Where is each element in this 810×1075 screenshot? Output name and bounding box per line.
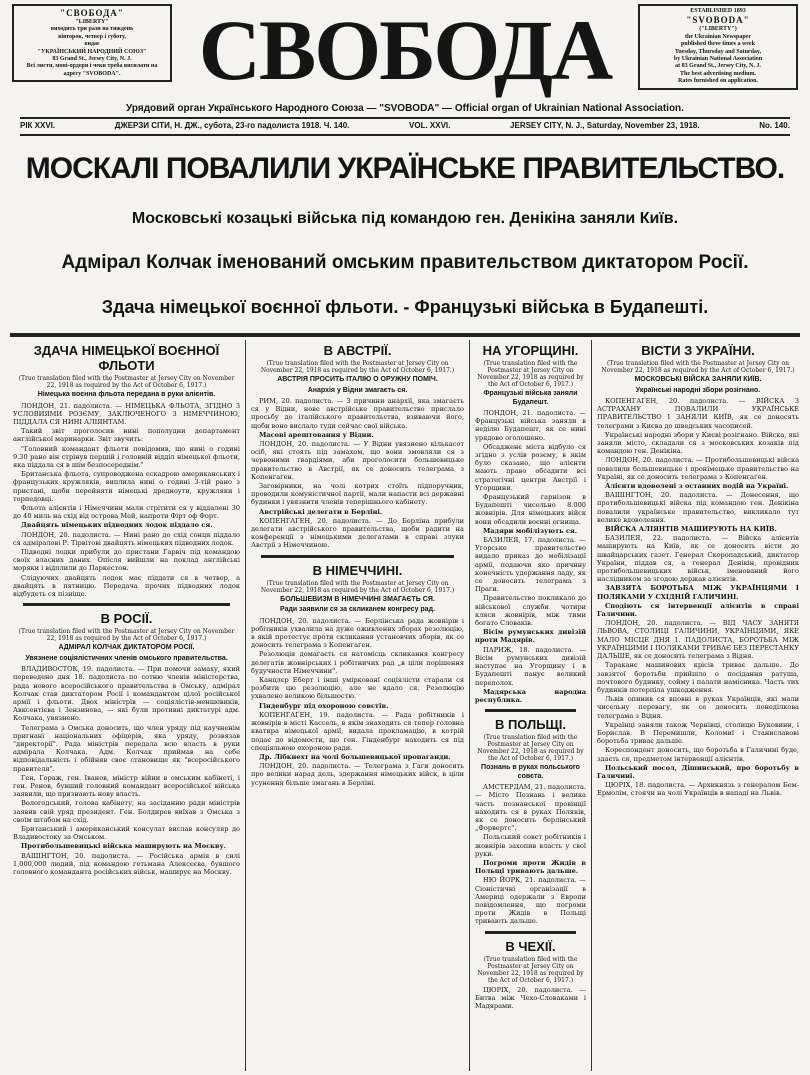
article-paragraph: Резолюція домагаєть ся натомісць скликання конгресу делегатів жовнірських і робітничих рад „в ціли порішення будучности Німеччини".: [251, 650, 464, 675]
article-paragraph: ВЛАДИВОСТОК, 19. падолиста. — При помочи замаху, який переведено дня 18. падолиста по сотню членів міністерства, рада нового всеросійського правительства в Омську, адмірал Колчак став диктатором Росії і командантом цілої російської армії і фльоти. Двох міністрів — соціялістів-меншевиків, Авксентієва і Зензинова, — які були противні диктатурі адм. Колчака, увязнено.: [13, 665, 240, 723]
date-uk: ДЖЕРЗИ СІТИ, Н. ДЖ., субота, 23-го падолиста 1918. Ч. 140.: [114, 121, 350, 130]
article-paragraph: БАЗИЛЕЯ, 22. падолиста. — Війска алієнтів маширують на Київ, як се доносять вісти до швайцарських газет. Генерал Скоропадський, диктатор України, піддав ся, а генерал Денікін, провідник протибольшевицьких військ, іменований його наслідником за згодою держав алієнтів.: [597, 534, 799, 584]
article-subheading: Ради заявили ся за скликанем конгресу рад.: [280, 606, 435, 614]
article-title: В ПОЛЬЩІ.: [494, 717, 567, 733]
box-line: вівторок, четвер і суботу,: [58, 33, 126, 40]
article-paragraph: Масові арештовання у Відни.: [259, 430, 374, 439]
translation-note: (True translation filed with the Postmaster at Jersey City on November 22, 1918 as required by the Act of October 6, 1917.): [18, 375, 235, 389]
article-paragraph: ЛОНДОН, 20. падолиста. — ВІД ЧАСУ ЗАНЯТЯ ЛЬВОВА, СТОЛИЦІ ГАЛИЧИНИ, УКРАЇНЦЯМИ, ЯКЕ МАЛО МІСЦЕ ДНЯ 1. ПАДОЛИСТА, БОРОТЬБА МІЖ УКРАЇНЦЯМИ І ПОЛЯКАМИ ТРИВАЄ БЕЗ ПЕРЕСТАНКУ ДАЛЬШЕ, як се доносить телеграма з Відня.: [597, 619, 800, 661]
box-line: by Ukrainian National Association: [673, 56, 763, 63]
article-paragraph: "Головний командант фльоти повідомив, що нині о годині 9.30 рано він стрінув першій і головній відділ німецької фльоти, яка піддала ся в шім безпосереднім.": [13, 444, 240, 469]
box-line: the Ukrainian Newspaper: [684, 33, 751, 40]
article-paragraph: Ген. Гораж, ген. Іванов, міністр війни в омським кабінеті, і ген. Ренов, бувший головний командант всеросійської війська заявили, що признають нову власть.: [13, 773, 240, 799]
dateline: [20, 121, 790, 131]
article-title: ЗДАЧА НІМЕЦЬКОЇ ВОЄННОЇ ФЛЬОТИ: [33, 343, 220, 373]
article: [251, 343, 464, 550]
article: [475, 343, 586, 704]
box-line: "SVOBODA": [686, 15, 750, 26]
section-separator: [485, 709, 576, 712]
column-2: [246, 340, 469, 788]
article-paragraph: Українські народні збори у Києві розігнано. Війска, які заняли місто, складали ся з московських козаків під командою ген. Денікіна.: [597, 430, 799, 456]
article-paragraph: Слідуючих двайцять лодок має піддати ся в четвер, а двайцять в пятницю. Передача прочих підводних лодок відбудеть ся пізніще.: [13, 573, 240, 598]
section-separator: [485, 931, 576, 934]
column-1: [8, 340, 245, 877]
article-paragraph: ЛОНДОН, 20. падолиста. — Телеграма з Гаги доносить про велики нарад дель, здержання німецьких війск, в ціли усунення більше змагань в Берліні.: [251, 762, 464, 787]
headline-4: Здача німецької воєнної фльоти. - Французькі війська в Будапешті.: [101, 297, 709, 318]
article-paragraph: ВІЙСКА АЛІЯНТІВ МАШИРУЮТЬ НА КИЇВ.: [605, 525, 777, 534]
article-paragraph: ПАРИЖ, 18. падолиста. — Вісім румунських дивізій наступає на Угорщину і в Будапешті панує великий переполох.: [475, 645, 586, 687]
section-separator: [261, 555, 454, 558]
article-title: ВІСТИ З УКРАЇНИ.: [641, 343, 755, 358]
article-paragraph: БАЗИЛЕЯ, 17. падолиста. — Угорське правительство видало приказ до мобілізації армії, подаючи яко причину конечність удержання ладу, як се доносить телеграма з Праги.: [475, 536, 586, 594]
article-subheading: Познань в руках польського совєта.: [481, 764, 580, 780]
article-paragraph: ЛОНДОН, 20. падолиста. — Берлінська рада жовнірів і робітників ухвалила на дуже оживлених зборах резолюцію, в якій протестує проти скликання установчих зборів, як се доносить телеграма з Копенгаґен.: [251, 616, 464, 650]
rule: [10, 333, 800, 337]
article-paragraph: Британський і американський консулат вислав консуляр до Владивостоку за Омськом.: [13, 825, 240, 842]
article-paragraph: НЮ ЙОРК, 21. падолиста. — Сіоністичні організації в Америці одержали з Европи повідомлення, що погроми проти Жидів в Польщі тривають дальше.: [475, 876, 586, 926]
article-paragraph: Мадяри мобілізують ся.: [483, 526, 578, 535]
box-line: Всі листи, моні-ордери і чеки треба висилати на адресу "SVOBODA".: [26, 63, 158, 77]
article-paragraph: Кореспондент доносить, що боротьба в Галичині буде, здаєть ся, предметом інтервенції алієнтів.: [597, 746, 799, 763]
article-paragraph: Вісім румунських дивізій проти Мадярів.: [475, 628, 586, 645]
article-paragraph: ЛОНДОН, 21. падолиста. — НІМЕЦЬКА ФЛЬОТА, ЗГІДНО З УСЛОВИЯМИ РОЗЄМУ, ЗАКЛЮЧЕНОГО З НІМЕЧЧИНОЮ, ПІДДАЛА СЯ НИНІ АЛІЯНТАМ.: [13, 401, 240, 426]
date-en: JERSEY CITY, N. J., Saturday, November 23, 1918.: [510, 121, 700, 130]
box-line: Tuesday, Thursday and Saturday,: [674, 48, 762, 55]
translation-note: (True translation filed with the Postmaster at Jersey City on November 22, 1918 as required by the Act of October 6, 1917.): [18, 628, 235, 643]
column-3: [470, 340, 591, 1011]
article-paragraph: Правительство покликало до військової служби чотири кляси жовнірів, між тими богато Словаків.: [475, 594, 586, 628]
article-subheading: БОЛЬШЕВИЗМ В НІМЕЧЧИНІ ЗМАГАЄТЬ СЯ.: [280, 595, 435, 603]
article: [13, 611, 240, 876]
article-paragraph: Вологодський, голова кабінету, на засіданню ради міністрів заявив свій уряд президент. Ген. Болдирев виїхав з Омська з своїм штабом на схід.: [13, 799, 240, 824]
article-paragraph: ЛОНДОН, 21. падолиста. — Французькі війська заняли в неділю Будапешт, як се нині урядово оголошено.: [475, 409, 586, 442]
headline-block: [10, 140, 800, 330]
article-paragraph: Українці заняли також Чернівці, столицю Буковини, і Борислав. В Перемишли, Коломиї і Станиславові боротьба триває дальше.: [597, 720, 799, 746]
translation-note: (True translation filed with the Postmaster at Jersey City on November 22, 1918 as required by the Act of October 6, 1917.): [601, 360, 795, 374]
article-paragraph: КОПЕНГАҐЕН, 19. падолиста. — Рада робітників і жовнірів в місті Кассель, в якім знаходить ся тепер головна кватира німецької армії, видала прокламацію, в котрій подає до відомости, що ген. Гінденбург находить ся під спеціяльною охороною ради.: [251, 710, 464, 752]
box-line: видає: [84, 41, 100, 48]
article-paragraph: Др. Лібкнехт на чолі большевицької пропаганди.: [259, 752, 451, 761]
article-paragraph: ЛОНДОН, 20. падолиста. — У Відни увязнено кількасот осіб, які стоять під замахом, що вони змовляли ся з червоними гвардіями, аби проголосити большевицьке правительство в Австрії, як се доносить телеграма з Копенгаґен.: [251, 440, 464, 481]
article-paragraph: ЦЮРІХ, 20. падолиста. — Битва між Чехо-Словаками і Мадярами.: [475, 985, 586, 1010]
article: [251, 563, 464, 787]
article-subheading: Французькі війська заняли Будапешт.: [483, 390, 578, 406]
article-paragraph: Підводні лодки прибули до пристани Гарвіч під командою своїх власних даних. Опісля вийшли на поклад англійські моряки і відплили до Паркестон.: [13, 547, 240, 573]
box-line: at 83 Grand St., Jersey City, N. J.: [675, 63, 761, 70]
article-paragraph: ЛОНДОН, 20. падолиста. — Нині рано до схід сонця піддало ся адміралові Р. Тірвітові двайцять німецьких підводних лодок.: [13, 530, 240, 547]
article-paragraph: РИМ, 20. падолиста. — З причини анархії, яка змагаєть ся у Відни, нове австрійське правительство прислало просьбу до італійського правительства, взиваючи його, щоби воно вислало туди сейчас свої війська.: [251, 397, 464, 430]
article-paragraph: КОПЕНГАҐЕН, 20. падолиста. — ВІЙСКА З АСТРАХАНУ ПОВАЛИЛИ УКРАЇНСЬКЕ ПРАВИТЕЛЬСТВО І ЗАНЯЛИ КИЇВ, як се доносять телеграми з Києва до шведських часописей.: [597, 397, 799, 430]
article-paragraph: Мадярська народна республика.: [475, 687, 586, 704]
box-line: ESTABLISHED 1893: [690, 8, 746, 14]
rule: [20, 134, 790, 136]
issue-number: No. 140.: [759, 121, 790, 130]
headline-3: Адмірал Колчак іменований омським правительством диктатором Росії.: [61, 251, 749, 273]
article-paragraph: Польський посол, Дішинський, про боротьбу в Галичині.: [597, 763, 799, 780]
article-paragraph: Гінденбург під охороною совєтів.: [259, 701, 389, 710]
article-title: В ЧЕХІЇ.: [505, 938, 556, 954]
article-subheading: Німецька воєнна фльота передана в руки алієнтів.: [37, 391, 216, 398]
article-paragraph: Погроми проти Жидів в Польщі тривають дальше.: [475, 858, 586, 876]
article-paragraph: Львів опинив ся вповні в руках Українців, які мали чисельну перевагу, як се доносить понеділкова телеграма з Відня.: [597, 695, 799, 720]
article-title: НА УГОРЩИНІ.: [482, 343, 579, 358]
box-line: виходить три рази на тиждень: [50, 26, 134, 33]
article-paragraph: Сподіють ся інтервенції алієнтів в справі Галичини.: [597, 601, 799, 619]
article-paragraph: ЦЮРІХ, 18. падолиста. — Архикнязь з генералом Бем-Ермолім, стоячи на чолі Українців в нападі на Львів.: [597, 781, 799, 798]
article-paragraph: Британська фльота, супроводжена ескадрою американських і французьких кружляків, виплила нині о годині 3-тій рано з пристані, щоби перейняти німецькі дредноути, кружляки і торпедовці.: [13, 470, 240, 503]
translation-note: (True translation filed with the Postmaster at Jersey City on November 22, 1918 as required by the Act of October 6, 1917.): [260, 360, 455, 374]
article-paragraph: Двайцять німецьких підводних лодок піддало ся.: [21, 521, 213, 530]
year-uk: РІК XXVI.: [20, 121, 56, 130]
article-paragraph: Польський совєт робітників і жовнірів захопив власть у свої руки.: [475, 833, 586, 858]
right-info-box: [638, 4, 798, 90]
article-title: В РОСІЇ.: [100, 611, 153, 627]
box-line: published three times a week: [681, 41, 755, 48]
masthead-title: СВОБОДА: [198, 2, 612, 98]
article: [475, 939, 586, 1011]
article-paragraph: Телеграма з Омська доносить, що член уряду під каучненім пригнані національних офіцерів, яка уряду, розвязав "директорії". Рада міністрів передала всю власть в руки адмірала Колчака. Адм. Колчак приймав на себе відповідальність і обійняв своє становище як "всеросійського правителя".: [13, 723, 240, 773]
box-line: "УКРАЇНСЬКИЙ НАРОДНИЙ СОЮЗ": [37, 48, 147, 55]
article: [597, 343, 799, 798]
article-paragraph: Такий звіт проголосив нині пополудни департамент англійської маринарки. Звіт звучить:: [13, 427, 240, 444]
box-line: ("LIBERTY"): [699, 26, 737, 33]
article-paragraph: Протибольшевицькі війська маширують на Москву.: [21, 842, 226, 851]
official-organ-line: Урядовий орган Українського Народного Союза — "SVOBODA" — Official organ of Ukrainian National Association.: [126, 103, 684, 114]
translation-note: (True translation filed with the Postmaster at Jersey City on November 22, 1918 as required by the Act of October 6, 1917.): [477, 360, 584, 388]
article-paragraph: Обсадженє міста відбуло ся згідно з услів розєму, в якім було сказано, що алієнти мають право обсадити всі стратегічні центри Австрії і Угорщини.: [475, 442, 586, 492]
article: [475, 717, 586, 925]
article-paragraph: АМСТЕРДАМ, 21. падолиста. — Місто Познань і велика часть познанської провінції находить ся в руках Поляків, як се доносить берлінський „Форвертс".: [475, 783, 586, 833]
article-subheading: МОСКОВСЬКІ ВІЙСКА ЗАНЯЛИ КИЇВ.: [634, 376, 762, 383]
article-subheading: АВСТРІЯ ПРОСИТЬ ІТАЛІЮ О ОРУЖНУ ПОМІЧ.: [277, 376, 438, 383]
article-paragraph: ЗАВЗЯТА БОРОТЬБА МІЖ УКРАЇНЦЯМИ І ПОЛЯКАМИ У СХІДНІЙ ГАЛИЧИНІ.: [597, 584, 799, 601]
translation-note: (True translation filed with the Postmaster at Jersey City on November 22, 1918 as required by the Act of October 6, 1917.): [477, 955, 584, 984]
article-paragraph: КОПЕНГАҐЕН, 20. падолиста. — До Берліна прибули делегати австрійського правительства, щоби радити на конференції з німецькими делегатами в справі злуки Австрії з Німеччиною.: [251, 516, 464, 550]
article-subheading: Увязнене соціялістичних членів омського правительства.: [25, 654, 228, 662]
article-paragraph: Канцлєр Еберт і інші уміркованї соціялісти старали ся розбити цю резолюцію, але не вдало ся. Резолюцію ухвалено великою більшостю.: [251, 676, 464, 701]
article-paragraph: ВАШІНГТОН, 20. падолиста. — Донесення, що протибольшевицькі війска під командою ген. Денікіна повалили українське правительство, викликало тут велике вдоволення.: [597, 491, 799, 524]
box-line: Rates furnished on application.: [677, 78, 758, 85]
rule: [20, 117, 790, 119]
volume: VOL. XXVI.: [409, 121, 451, 130]
main-headline: МОСКАЛІ ПОВАЛИЛИ УКРАЇНСЬКЕ ПРАВИТЕЛЬСТВО.: [25, 151, 785, 185]
article-paragraph: Французький гарнізон в Будапешті чисельно 8.000 жовнірів. Для німецьких війск вони обсадили воєнні огнища.: [475, 493, 586, 526]
translation-note: (True translation filed with the Postmaster at Jersey City on November 22, 1918 as required by the Act of October 6, 1917.): [477, 734, 584, 763]
translation-note: (True translation filed with the Postmaster at Jersey City on November 22, 1918 as required by the Act of October 6, 1917.): [260, 579, 455, 594]
headline-2: Московські козацькі війська під командою ген. Денікіна заняли Київ.: [131, 210, 679, 228]
article-title: В НІМЕЧЧИНІ.: [312, 562, 403, 578]
article-subheading: Українські народні збори розігнано.: [635, 386, 761, 394]
article-subheading: АДМІРАЛ КОЛЧАК ДИКТАТОРОМ РОСІЇ.: [58, 644, 195, 652]
article-paragraph: Фльота алієнтів і Німеччини мали стрітити ся у віддалені 30 до 40 миль на схід від острова Мей, напроти Фірт оф Форт.: [13, 503, 240, 521]
article-paragraph: ВАШІНГТОН, 20. падолиста. — Російська армія в силі 1,000,000 людий, під командою гетьмана Алексєєва, бувшого головного команданта російських військ, маширує на Москву.: [13, 851, 240, 877]
article-paragraph: Тараканє машинових крісів триває дальше. До завзятої боротьби прийшло о посідання ратуша, почтового будинку, сойму і палати намісника. Часть тих будинків потерпіла ушкодження.: [597, 661, 799, 694]
box-line: "СВОБОДА": [60, 8, 124, 18]
article-subheading: Анархія у Відни змагаєть ся.: [307, 386, 408, 394]
article-title: В АВСТРІЇ.: [323, 343, 392, 358]
column-4: [592, 340, 804, 799]
box-line: The best advertising medium.: [679, 70, 756, 77]
article: [13, 343, 240, 598]
article-paragraph: Алієнти вдоволені з останних подій на Україні.: [605, 482, 789, 491]
box-line: "LIBERTY": [75, 19, 109, 25]
article-paragraph: Австрійські делегати в Берліні.: [259, 507, 383, 516]
box-line: 83 Grand St., Jersey City, N. J.: [52, 56, 132, 63]
article-paragraph: Заговірники, на чолі котрих стоїть підпоручник, проводили комуністичної партії, мали напасти всі державні будинки і увязнити членів теперішнього кабінету.: [251, 482, 464, 507]
article-paragraph: ЛОНДОН, 20. падолиста. — Протибольшевицькі війска повалили большевицьке і пронімецьке правительство на Україні, як се доносить телеграма з Копенгаґен.: [597, 456, 799, 481]
section-separator: [23, 603, 230, 606]
left-info-box: [12, 4, 172, 82]
